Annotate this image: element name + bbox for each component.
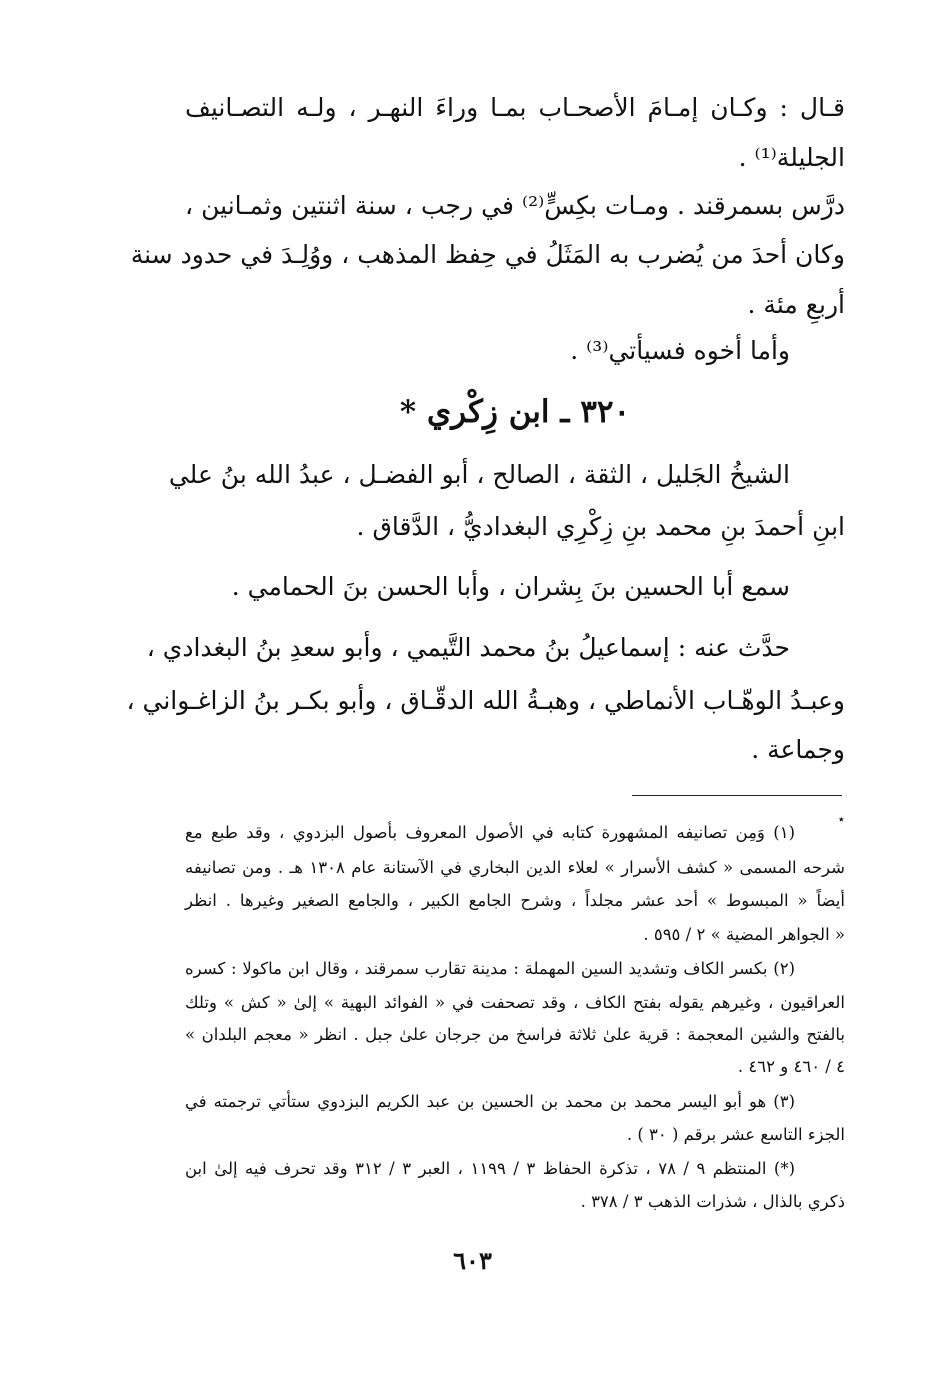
body-line: أربعِ مئة . bbox=[747, 290, 845, 319]
footnote-line: (١) وَمِن تصانيفه المشهورة كتابه في الأصول المعروف بأصول البزدوي ، وقد طبع مع bbox=[185, 823, 795, 842]
entry-line: وعبـدُ الوهّـاب الأنماطي ، وهبـةُ الله الدقّـاق ، وأبو بكـر بنُ الزاغـواني ، bbox=[126, 686, 845, 715]
entry-line: وجماعة . bbox=[751, 735, 845, 764]
entry-heading: ٣٢٠ ـ ابن زِكْري * bbox=[399, 394, 631, 430]
footnote-line: أيضاً « المبسوط » أحد عشر مجلداً ، وشرح الجامع الكبير ، والجامع الصغير وغيرها . انظر bbox=[185, 891, 845, 910]
footnote-line: العراقيون ، وغيرهم يقوله بفتح الكاف ، وقد تصحفت في « الفوائد البهية » إلىٰ « كش » وتلك bbox=[185, 993, 845, 1012]
footnote-mark: ٭ bbox=[838, 812, 845, 826]
entry-line: سمع أبا الحسين بنَ بِشران ، وأبا الحسن بنَ الحمامي . bbox=[231, 572, 790, 601]
body-line: وأما أخوه فسيأتي⁽³⁾ . bbox=[570, 336, 790, 365]
body-line: قـال : وكـان إمـامَ الأصحـاب بمـا وراءَ النهـر ، ولـه التصـانيف bbox=[185, 93, 845, 122]
entry-line: حدَّث عنه : إسماعيلُ بنُ محمد التَّيمي ، وأبو سعدِ بنُ البغدادي ، bbox=[146, 633, 790, 662]
footnote-line: بالفتح والشين المعجمة : قرية علىٰ ثلاثة فراسخ من جرجان علىٰ جبل . انظر « معجم البلدان » bbox=[185, 1025, 845, 1044]
footnote-separator bbox=[632, 795, 842, 796]
footnote-line: « الجواهر المضية » ٢ / ٥٩٥ . bbox=[643, 925, 845, 944]
entry-line: ابنِ أحمدَ بنِ محمد بنِ زِكْرِي البغداديُّ ، الدَّقاق . bbox=[356, 512, 845, 541]
footnote-line: الجزء التاسع عشر برقم ( ٣٠ ) . bbox=[626, 1125, 845, 1144]
body-line: الجليلة⁽¹⁾ . bbox=[738, 143, 845, 172]
footnote-line: ذكري بالذال ، شذرات الذهب ٣ / ٣٧٨ . bbox=[580, 1192, 845, 1211]
entry-line: الشيخُ الجَليل ، الثقة ، الصالح ، أبو الفضـل ، عبدُ الله بنُ علي bbox=[168, 460, 790, 489]
footnote-line: ٤ / ٤٦٠ و ٤٦٢ . bbox=[737, 1057, 845, 1076]
footnote-line: (٢) بكسر الكاف وتشديد السين المهملة : مدينة تقارب سمرقند ، وقال ابن ماكولا : كسره bbox=[185, 959, 795, 978]
footnote-line: (*) المنتظم ٩ / ٧٨ ، تذكرة الحفاظ ٣ / ١١٩٩ ، العبر ٣ / ٣١٢ وقد تحرف فيه إلىٰ ابن bbox=[185, 1159, 796, 1178]
body-line: وكان أحدَ من يُضرب به المَثَلُ في حِفظ المذهب ، ووُلِـدَ في حدود سنة bbox=[130, 240, 845, 269]
footnote-line: شرحه المسمى « كشف الأسرار » لعلاء الدين البخاري في الآستانة عام ١٣٠٨ هـ . ومن تصانيفه bbox=[185, 858, 845, 877]
footnote-line: (٣) هو أبو اليسر محمد بن محمد بن الحسين بن عبد الكريم البزدوي ستأتي ترجمته في bbox=[185, 1092, 795, 1111]
page-number: ٦٠٣ bbox=[453, 1246, 492, 1275]
body-line: درَّس بسمرقند . ومـات بكِسٍّ⁽²⁾ في رجب ، سنة اثنتين وثمـانين ، bbox=[185, 191, 845, 220]
